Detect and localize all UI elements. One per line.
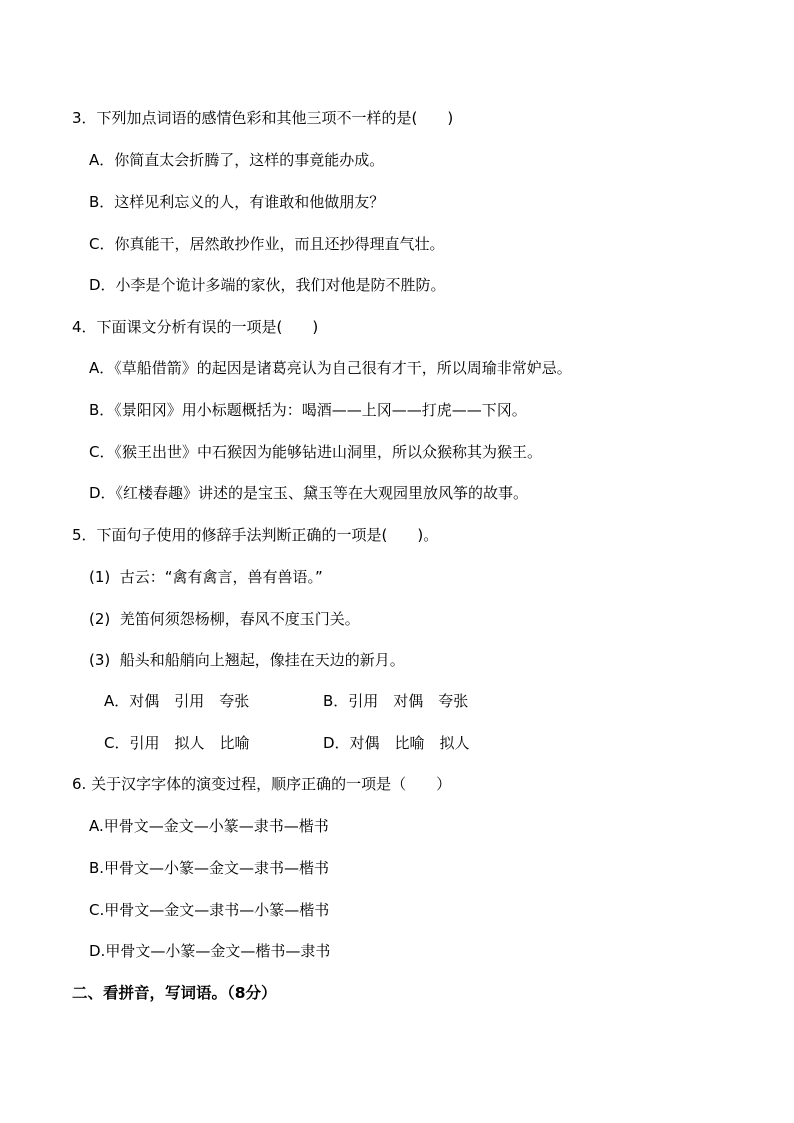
question-3-option-c: C．你真能干，居然敢抄作业，而且还抄得理直气壮。 — [89, 235, 445, 253]
question-5-choice-b: B．引用 对偶 夸张 — [323, 692, 469, 710]
question-3-option-a: A．你简直太会折腾了，这样的事竟能办成。 — [89, 151, 385, 169]
question-6-option-d: D.甲骨文—小篆—金文—楷书—隶书 — [89, 942, 331, 960]
section-heading: 二、看拼音，写词语。（8分） — [72, 984, 277, 1002]
question-3-option-b: B．这样见利忘义的人，有谁敢和他做朋友？ — [89, 193, 385, 211]
question-5-choice-d: D．对偶 比喻 拟人 — [323, 734, 470, 752]
question-3-option-d: D．小李是个诡计多端的家伙，我们对他是防不胜防。 — [89, 276, 446, 294]
question-4-option-b: B．《景阳冈》用小标题概括为：喝酒——上冈——打虎——下冈。 — [89, 401, 527, 419]
question-6-option-b: B.甲骨文—小篆—金文—隶书—楷书 — [89, 859, 330, 877]
question-5-stem: 5．下面句子使用的修辞手法判断正确的一项是( )。 — [72, 526, 439, 544]
question-5-sentence-1: (1) 古云：“禽有禽言，兽有兽语。” — [89, 568, 323, 586]
question-5-sentence-2: (2) 羌笛何须怨杨柳，春风不度玉门关。 — [89, 610, 360, 628]
question-6-option-c: C.甲骨文—金文—隶书—小篆—楷书 — [89, 901, 330, 919]
question-3-stem: 3．下列加点词语的感情色彩和其他三项不一样的是( ) — [72, 109, 454, 127]
question-4-option-c: C．《猴王出世》中石猴因为能够钻进山洞里，所以众猴称其为猴王。 — [89, 443, 542, 461]
question-5-choice-c: C．引用 拟人 比喻 — [104, 734, 250, 752]
question-6-option-a: A.甲骨文—金文—小篆—隶书—楷书 — [89, 817, 329, 835]
question-5-choice-a: A．对偶 引用 夸张 — [104, 692, 250, 710]
question-4-stem: 4．下面课文分析有误的一项是( ) — [72, 318, 319, 336]
question-4-option-d: D．《红楼春趣》讲述的是宝玉、黛玉等在大观园里放风筝的故事。 — [89, 484, 529, 502]
question-6-stem: 6. 关于汉字字体的演变过程，顺序正确的一项是（ ） — [72, 775, 452, 793]
question-5-sentence-3: (3) 船头和船艄向上翘起，像挂在天边的新月。 — [89, 651, 405, 669]
question-4-option-a: A．《草船借箭》的起因是诸葛亮认为自己很有才干，所以周瑜非常妒忌。 — [89, 359, 572, 377]
